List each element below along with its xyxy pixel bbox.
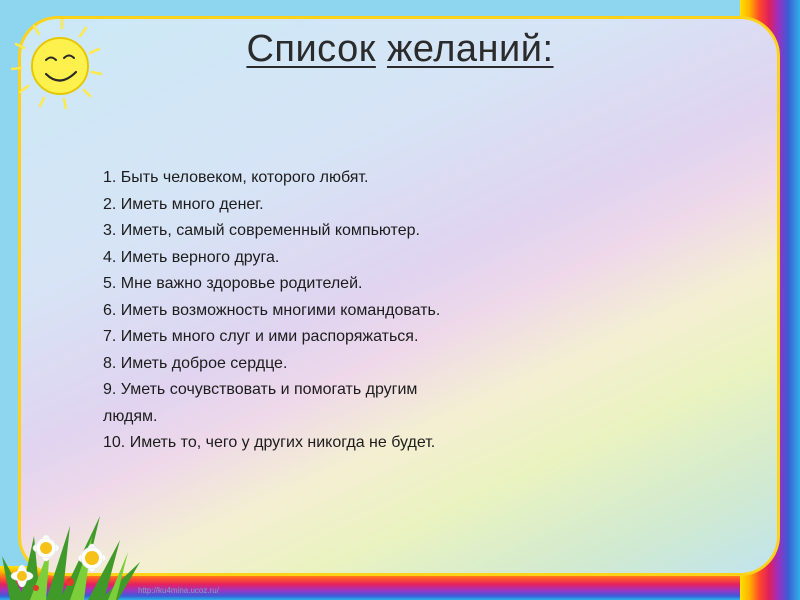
list-item: 2. Иметь много денег. <box>103 195 264 213</box>
list-item: 8. Иметь доброе сердце. <box>103 354 288 372</box>
title-word-2: желаний: <box>386 28 554 70</box>
daisy-flowers-icon <box>0 496 150 600</box>
footer-link[interactable]: http://ku4mina.ucoz.ru/ <box>138 586 219 595</box>
list-item: 9. Уметь сочувствовать и помогать другим <box>103 381 418 398</box>
list-item: 4. Иметь верного друга. <box>103 248 280 266</box>
list-item: 6. Иметь возможность многими командовать. <box>103 301 441 319</box>
list-item: 3. Иметь, самый современный компьютер. <box>103 222 420 239</box>
list-item: людям. <box>103 407 158 425</box>
title-word-1: Список <box>246 28 376 70</box>
list-item: 5. Мне важно здоровье родителей. <box>103 275 363 292</box>
list-item: 7. Иметь много слуг и ими распоряжаться. <box>103 328 419 345</box>
wish-list <box>103 165 533 457</box>
page-title <box>0 28 800 71</box>
list-item: 1. Быть человеком, которого любят. <box>103 169 369 186</box>
list-item: 10. Иметь то, чего у других никогда не будет. <box>103 434 436 451</box>
